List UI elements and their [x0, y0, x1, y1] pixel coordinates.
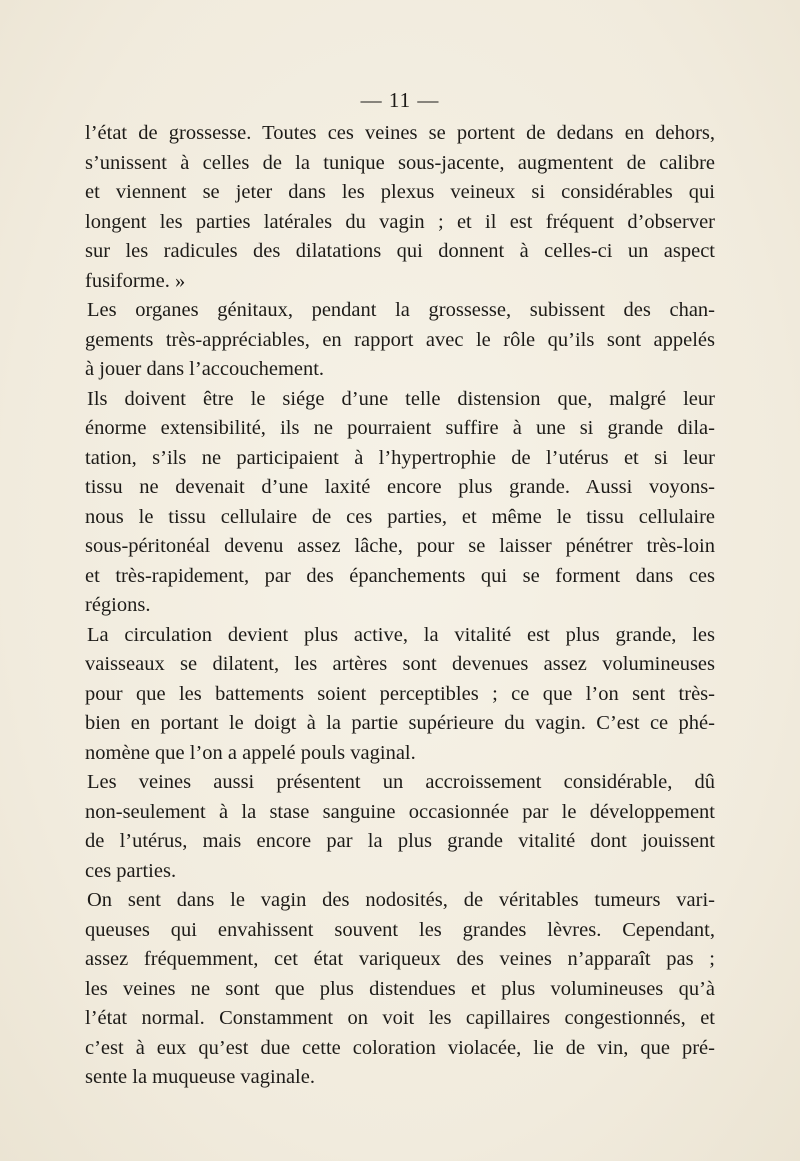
text-line: tissu ne devenait d’une laxité encore plus grande. Aussi voyons-: [85, 476, 715, 498]
text-line: ces parties.: [85, 859, 177, 882]
text-line: sous-péritonéal devenu assez lâche, pour se laisser pénétrer très-loin: [85, 535, 715, 557]
text-line: et viennent se jeter dans les plexus veineux si considérables qui: [85, 181, 715, 203]
text-line: fusiforme. »: [85, 269, 186, 292]
text-line: Ils doivent être le siége d’une telle distension que, malgré leur: [87, 387, 715, 410]
text-line: Les veines aussi présentent un accroissement considérable, dû: [87, 771, 715, 793]
text-line: l’état normal. Constamment on voit les capillaires congestionnés, et: [85, 1007, 715, 1029]
text-line: et très-rapidement, par des épanchements qui se forment dans ces: [85, 564, 715, 587]
text-line: bien en portant le doigt à la partie supérieure du vagin. C’est ce phé-: [85, 712, 715, 734]
text-line: sur les radicules des dilatations qui donnent à celles-ci un aspect: [85, 240, 715, 262]
text-line: c’est à eux qu’est due cette coloration violacée, lie de vin, que pré-: [85, 1036, 715, 1059]
text-line: à jouer dans l’accouchement.: [85, 358, 325, 380]
text-line: longent les parties latérales du vagin ; et il est fréquent d’observer: [85, 210, 715, 233]
text-line: régions.: [85, 594, 151, 616]
page-number: — 11 —: [360, 88, 440, 112]
text-line: queuses qui envahissent souvent les grandes lèvres. Cependant,: [85, 918, 715, 941]
text-line: sente la muqueuse vaginale.: [85, 1066, 315, 1088]
text-line: assez fréquemment, cet état variqueux des veines n’apparaît pas ;: [85, 948, 715, 970]
text-line: Les organes génitaux, pendant la grossesse, subissent des chan-: [87, 299, 715, 321]
text-line: gements très-appréciables, en rapport avec le rôle qu’ils sont appelés: [85, 328, 715, 351]
text-line: On sent dans le vagin des nodosités, de véritables tumeurs vari-: [87, 889, 715, 911]
text-line: nous le tissu cellulaire de ces parties, et même le tissu cellulaire: [85, 505, 715, 528]
text-line: non-seulement à la stase sanguine occasionnée par le développement: [85, 800, 715, 823]
body-text: [85, 119, 715, 1093]
text-line: les veines ne sont que plus distendues et plus volumineuses qu’à: [85, 977, 715, 1000]
text-line: pour que les battements soient perceptibles ; ce que l’on sent très-: [85, 682, 715, 705]
text-line: énorme extensibilité, ils ne pourraient suffire à une si grande dila-: [85, 417, 715, 439]
text-line: tation, s’ils ne participaient à l’hypertrophie de l’utérus et si leur: [85, 446, 715, 469]
text-line: l’état de grossesse. Toutes ces veines se portent de dedans en dehors,: [85, 122, 715, 144]
text-line: de l’utérus, mais encore par la plus grande vitalité dont jouissent: [85, 830, 715, 852]
text-line: vaisseaux se dilatent, les artères sont devenues assez volumineuses: [85, 653, 715, 675]
text-line: nomène que l’on a appelé pouls vaginal.: [85, 741, 416, 764]
text-line: s’unissent à celles de la tunique sous-jacente, augmentent de calibre: [85, 151, 715, 174]
text-line: La circulation devient plus active, la vitalité est plus grande, les: [87, 623, 715, 646]
